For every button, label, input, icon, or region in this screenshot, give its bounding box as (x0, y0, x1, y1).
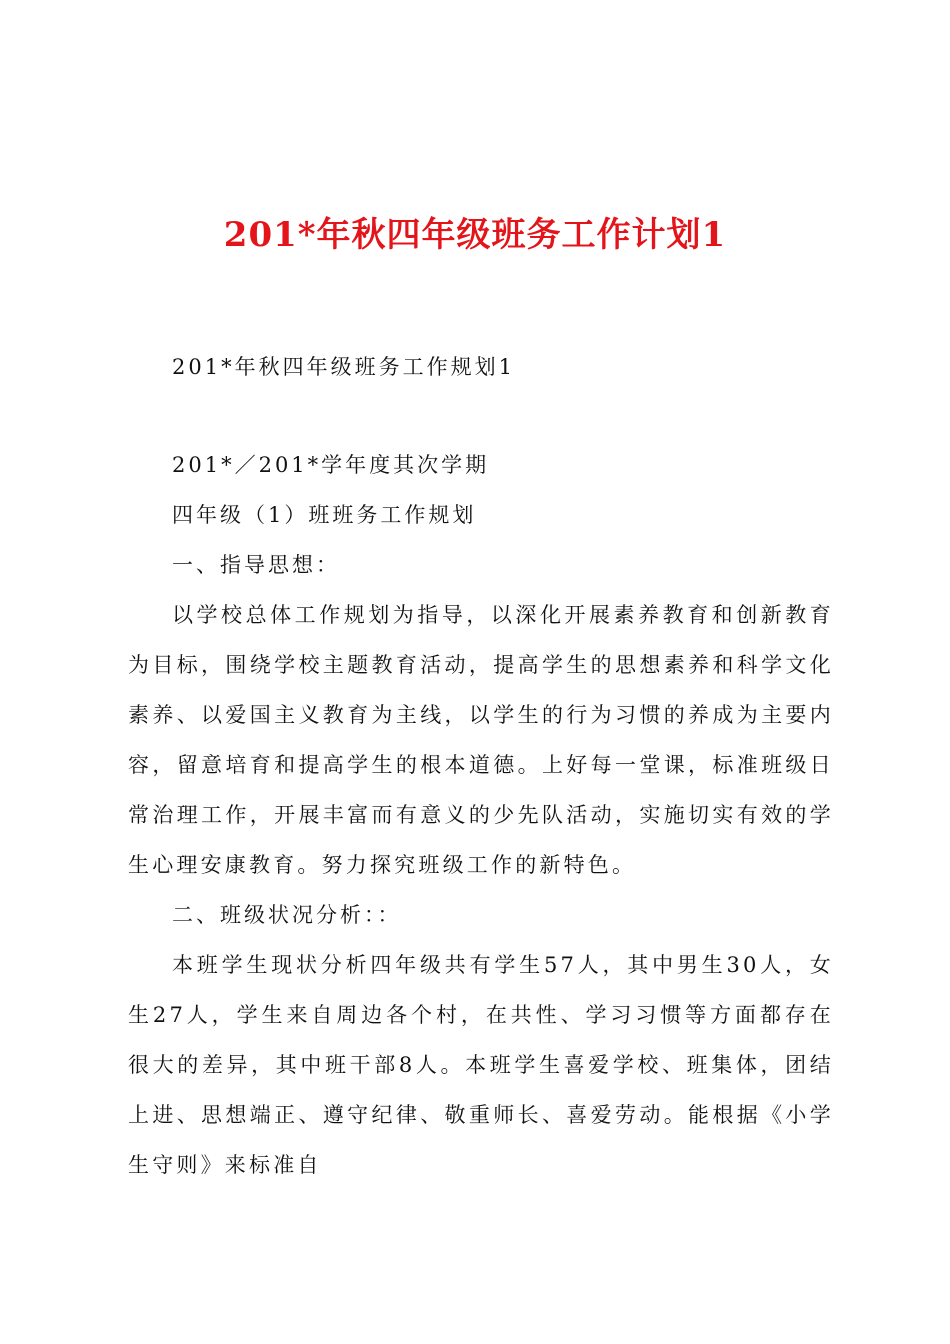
school-year-line: 201*／201*学年度其次学期 (172, 453, 490, 477)
section2-body: 本班学生现状分析四年级共有学生57人，其中男生30人，女生27人，学生来自周边各个村，在共性、学习习惯等方面都存在很大的差异，其中班干部8人。本班学生喜爱学校、班集体，团结上进、思想端正、遵守纪律、敬重师长、喜爱劳动。能根据《小学生守则》来标准自 (128, 953, 834, 1177)
class-plan-line: 四年级（1）班班务工作规划 (172, 503, 477, 527)
section1-body: 以学校总体工作规划为指导，以深化开展素养教育和创新教育为目标，围绕学校主题教育活动，提高学生的思想素养和科学文化素养、以爱国主义教育为主线，以学生的行为习惯的养成为主要内容，留意培育和提高学生的根本道德。上好每一堂课，标准班级日常治理工作，开展丰富而有意义的少先队活动，实施切实有效的学生心理安康教育。努力探究班级工作的新特色。 (128, 603, 834, 877)
document-title: 201*年秋四年级班务工作计划1 (223, 215, 727, 255)
document-subtitle: 201*年秋四年级班务工作规划1 (172, 355, 515, 379)
section2-heading: 二、班级状况分析：： (172, 903, 402, 927)
section1-heading: 一、指导思想： (172, 553, 340, 577)
